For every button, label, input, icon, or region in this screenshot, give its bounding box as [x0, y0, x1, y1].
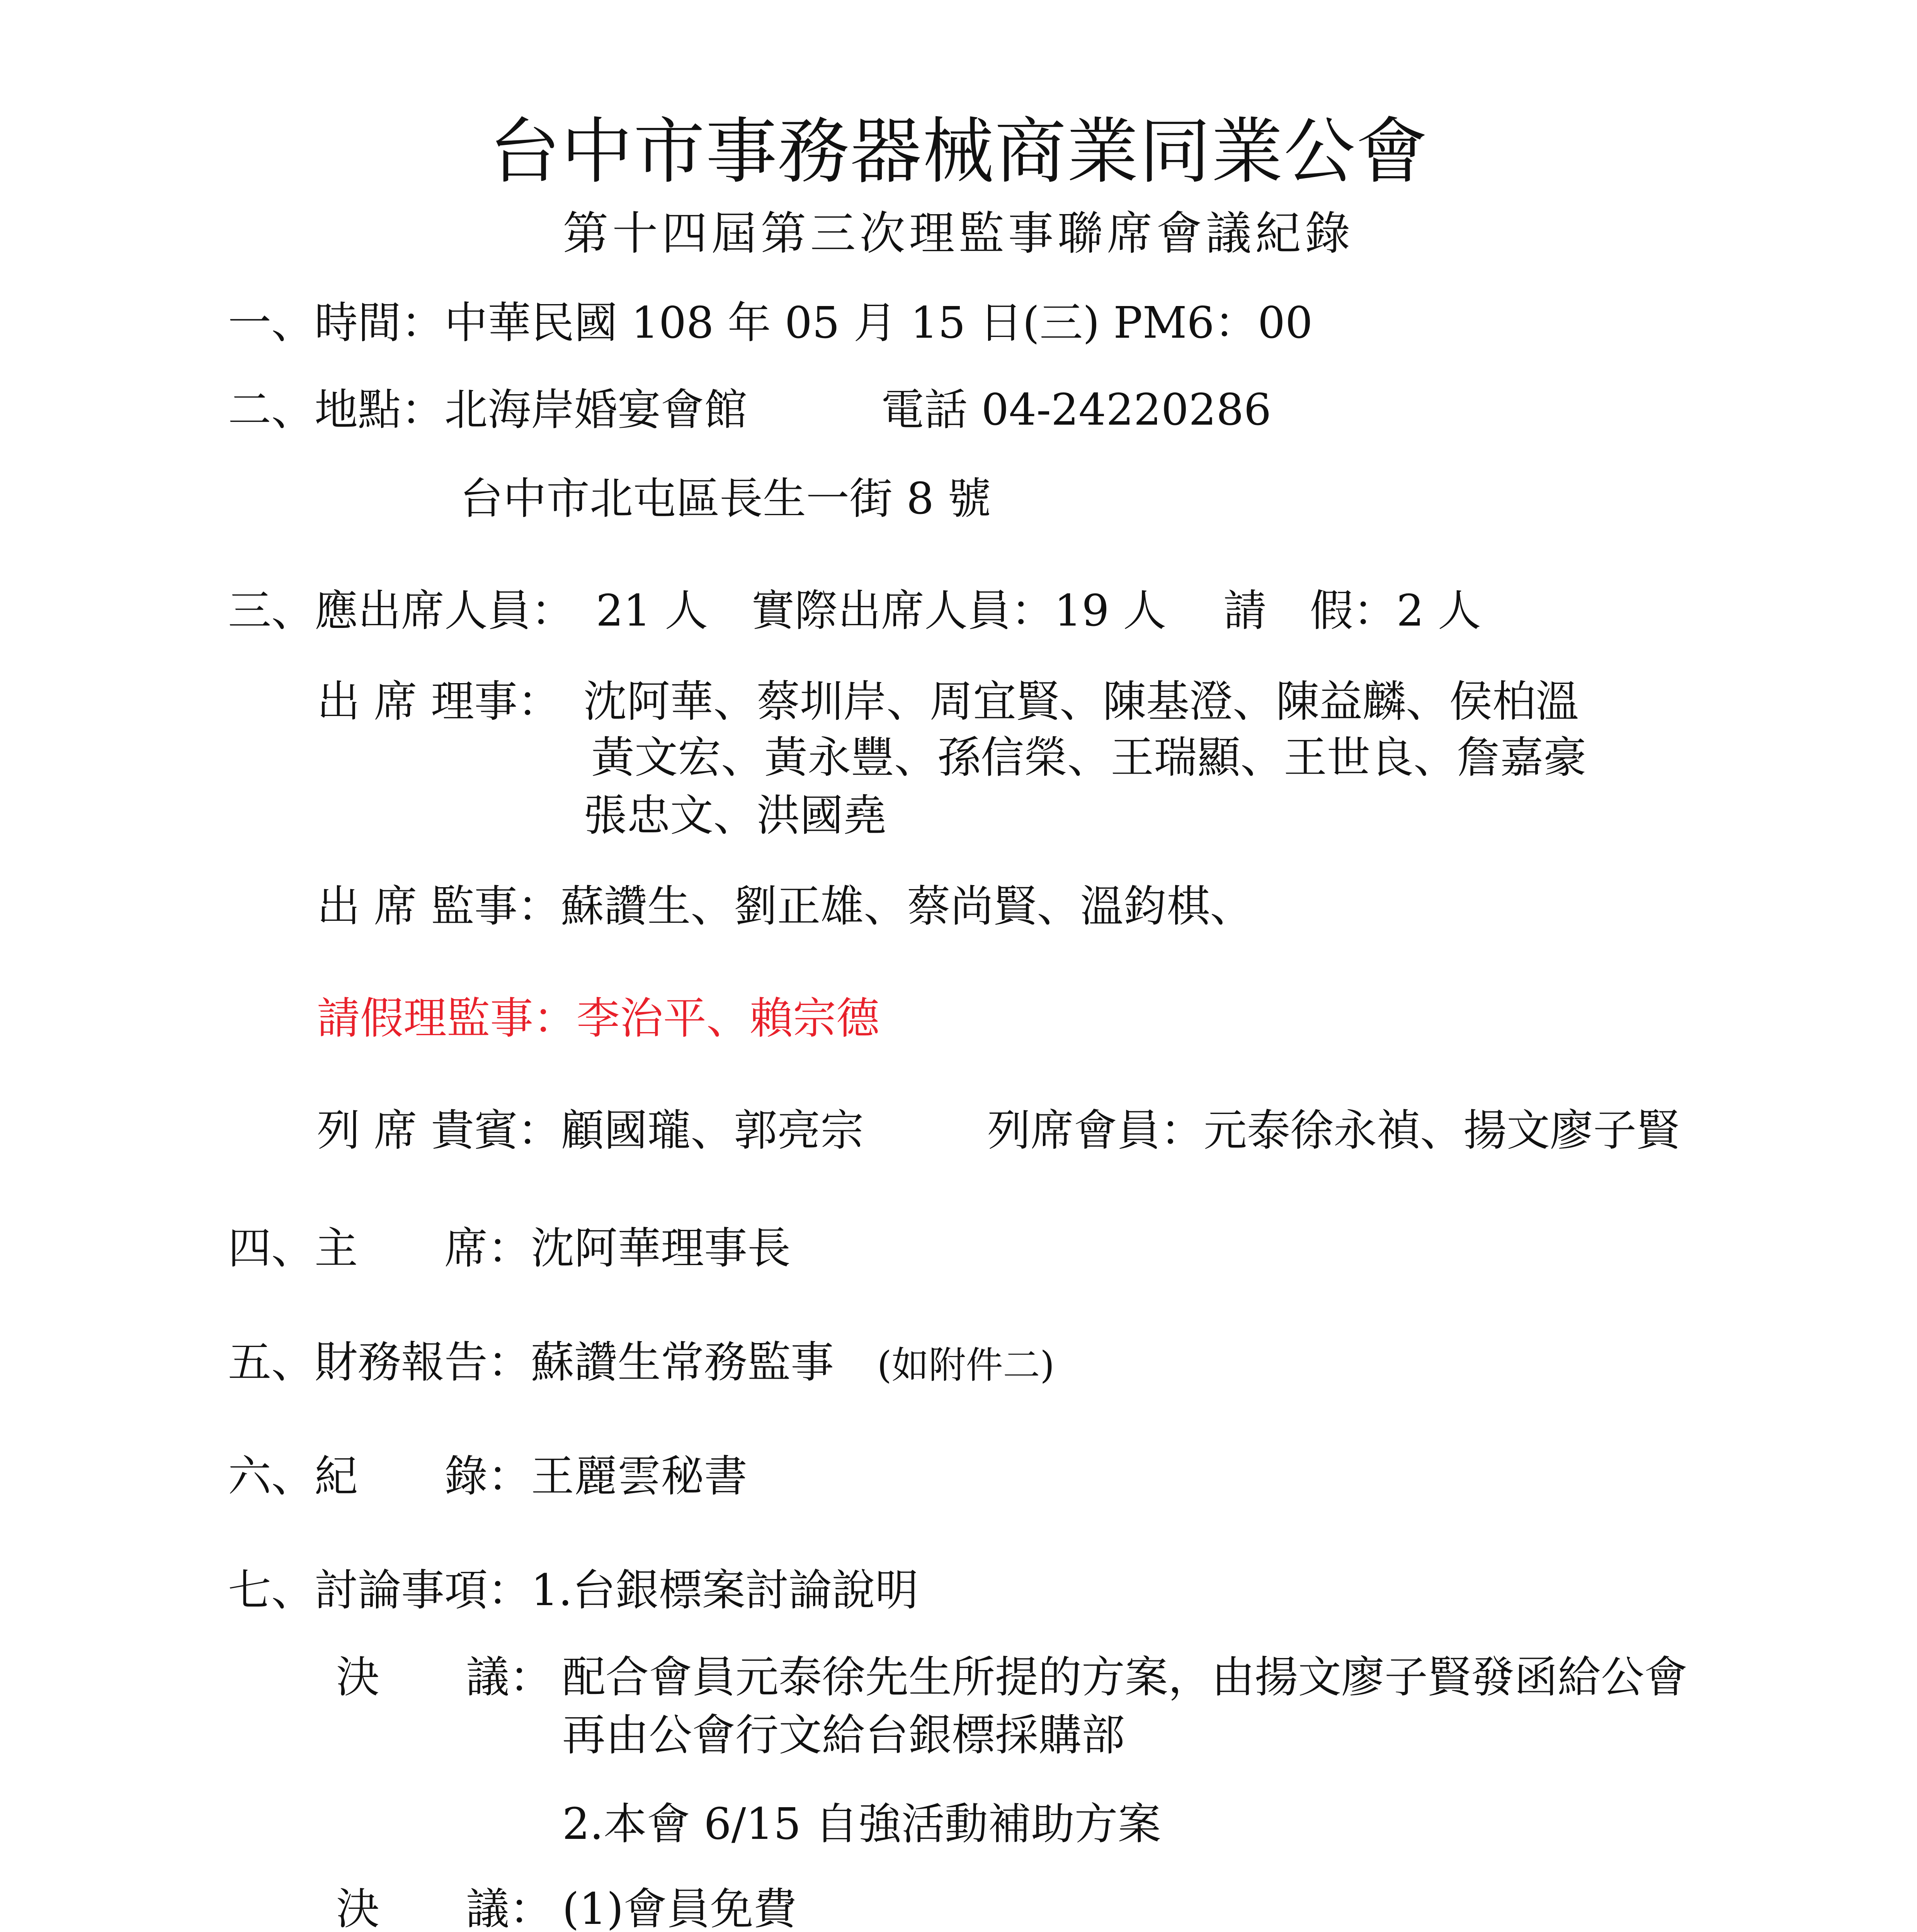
supervisors: 出 席 監事：蘇讚生、劉正雄、蔡尚賢、溫鈞棋、 — [317, 881, 1254, 932]
attendance-summary: 三、應出席人員： 21 人 實際出席人員：19 人 請 假：2 人 — [228, 586, 1481, 636]
meeting-time: 一、時間：中華民國 108 年 05 月 15 日(三) PM6：00 — [228, 298, 1313, 348]
resolution-2-line-1: (1)會員免費 — [562, 1884, 797, 1932]
document-title: 台中市事務器械商業同業公會 — [489, 110, 1428, 193]
meeting-phone: 電話 04-24220286 — [881, 385, 1272, 435]
financial-report: 五、財務報告：蘇讚生常務監事 — [228, 1337, 834, 1388]
directors-line-1: 沈阿華、蔡圳岸、周宜賢、陳基澄、陳益麟、侯柏溫 — [583, 677, 1579, 727]
document-subtitle: 第十四屆第三次理監事聯席會議紀錄 — [563, 207, 1354, 260]
attending-members: 列席會員：元泰徐永禎、揚文廖子賢 — [987, 1105, 1680, 1156]
recorder: 六、紀 錄：王麗雲秘書 — [228, 1451, 747, 1502]
resolution-2-label: 決 議： — [336, 1884, 553, 1932]
meeting-address: 台中市北屯區長生一街 8 號 — [460, 474, 991, 524]
guests: 列 席 貴賓：顧國瓏、郭亮宗 — [317, 1105, 864, 1156]
resolution-1-line-2: 再由公會行文給台銀標採購部 — [562, 1710, 1125, 1760]
directors-line-3: 張忠文、洪國堯 — [583, 791, 886, 841]
financial-report-note: (如附件二) — [877, 1344, 1055, 1387]
chairperson: 四、主 席：沈阿華理事長 — [228, 1223, 791, 1274]
directors-line-2: 黃文宏、黃永豐、孫信榮、王瑞顯、王世良、詹嘉豪 — [591, 733, 1587, 783]
meeting-place: 二、地點：北海岸婚宴會館 — [228, 385, 747, 435]
directors-label: 出 席 理事： — [317, 677, 561, 727]
resolution-1-label: 決 議： — [336, 1652, 553, 1702]
resolution-1-line-1: 配合會員元泰徐先生所提的方案，由揚文廖子賢發函給公會 — [562, 1652, 1687, 1702]
discussion-topic-2: 2.本會 6/15 自強活動補助方案 — [562, 1799, 1161, 1849]
on-leave-members: 請假理監事：李治平、賴宗德 — [317, 993, 879, 1044]
discussion-topic-1: 七、討論事項：1.台銀標案討論說明 — [228, 1565, 919, 1616]
